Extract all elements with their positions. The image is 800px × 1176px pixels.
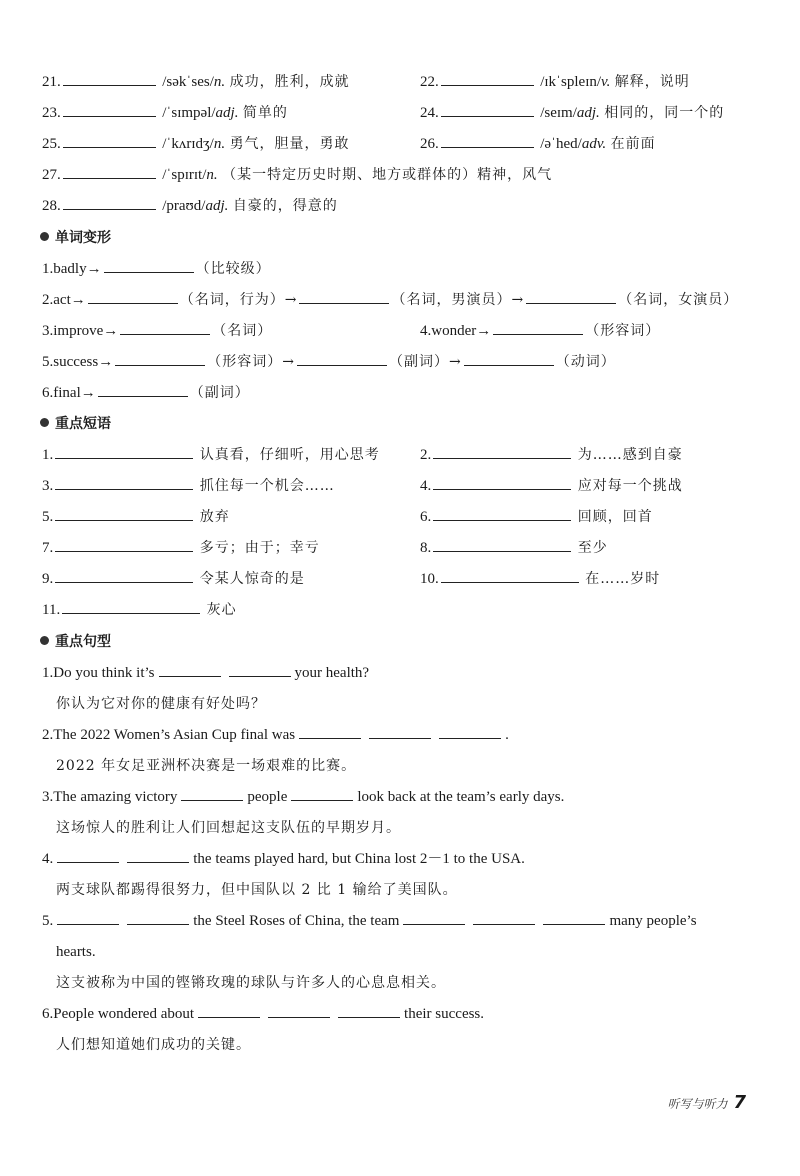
answer-blank[interactable] <box>63 146 156 148</box>
phrase-meaning: 应对每一个挑战 <box>577 478 683 494</box>
phrase-meaning: 放弃 <box>199 509 230 525</box>
answer-blank[interactable] <box>268 1016 330 1018</box>
bullet-icon <box>40 636 49 645</box>
answer-blank[interactable] <box>441 84 534 86</box>
vocab-number: 24. <box>420 105 439 121</box>
meaning: 成功，胜利，成就 <box>229 74 350 90</box>
answer-blank[interactable] <box>299 737 361 739</box>
phrase-item-10: 10. 在……岁时 <box>420 571 661 587</box>
answer-blank[interactable] <box>63 208 156 210</box>
answer-blank[interactable] <box>55 519 193 521</box>
vocab-number: 21. <box>42 74 61 90</box>
answer-blank[interactable] <box>299 302 389 304</box>
part-of-speech: v. <box>601 74 611 90</box>
phrase-meaning: 至少 <box>577 540 608 556</box>
sentence-1: 1.Do you think it’s your health? <box>42 665 370 681</box>
phonetic: /ˈsɪmpəl/ <box>162 105 216 121</box>
answer-blank[interactable] <box>159 675 221 677</box>
section-heading-phrases: 重点短语 <box>40 412 111 436</box>
part-of-speech: n. <box>206 167 218 183</box>
answer-blank[interactable] <box>229 675 291 677</box>
vocab-item-23 <box>42 101 288 125</box>
answer-blank[interactable] <box>441 115 534 117</box>
phrase-meaning: 回顾，回首 <box>577 509 653 525</box>
sentence-5-continued: hearts. <box>56 944 96 960</box>
sentence-1-translation: 你认为它对你的健康有好处吗？ <box>56 696 266 712</box>
answer-blank[interactable] <box>57 923 119 925</box>
part-of-speech: adj. <box>205 198 229 214</box>
vocab-item-22 <box>420 70 690 94</box>
answer-blank[interactable] <box>98 395 188 397</box>
sentence-5-translation: 这支被称为中国的铿锵玫瑰的球队与许多人的心息息相关。 <box>56 975 446 991</box>
answer-blank[interactable] <box>63 115 156 117</box>
vocab-item-25 <box>42 132 350 156</box>
sentence-4: 4. the teams played hard, but China lost 2－1 to the USA. <box>42 851 525 867</box>
answer-blank[interactable] <box>115 364 205 366</box>
phrase-meaning: 抓住每一个机会…… <box>199 478 335 494</box>
vocab-number: 25. <box>42 136 61 152</box>
answer-blank[interactable] <box>526 302 616 304</box>
answer-blank[interactable] <box>88 302 178 304</box>
word-form-prompt: 3.improve→ <box>42 323 119 339</box>
meaning: （某一特定历史时期、地方或群体的）精神，风气 <box>222 167 553 183</box>
part-of-speech: adj. <box>576 105 600 121</box>
vocab-number: 28. <box>42 198 61 214</box>
sentence-5: 5. the Steel Roses of China, the team many people’s <box>42 913 697 929</box>
answer-blank[interactable] <box>63 84 156 86</box>
word-form-hint: （名词，行为）→ <box>179 292 298 308</box>
answer-blank[interactable] <box>63 177 156 179</box>
phrase-item-11: 11. 灰心 <box>42 602 237 618</box>
answer-blank[interactable] <box>198 1016 260 1018</box>
answer-blank[interactable] <box>55 488 193 490</box>
sentence-3: 3.The amazing victory people look back at the team’s early days. <box>42 789 565 805</box>
answer-blank[interactable] <box>493 333 583 335</box>
answer-blank[interactable] <box>441 581 579 583</box>
sentence-4-translation: 两支球队都踢得很努力，但中国队以 2 比 1 输给了美国队。 <box>56 882 458 898</box>
phrase-item-2: 2. 为……感到自豪 <box>420 447 683 463</box>
word-form-prompt: 5.success→ <box>42 354 114 370</box>
answer-blank[interactable] <box>181 799 243 801</box>
meaning: 勇气，胆量，勇敢 <box>229 136 350 152</box>
phrase-item-5: 5. 放弃 <box>42 509 230 525</box>
answer-blank[interactable] <box>57 861 119 863</box>
answer-blank[interactable] <box>55 550 193 552</box>
answer-blank[interactable] <box>473 923 535 925</box>
phrase-meaning: 灰心 <box>206 602 237 618</box>
word-form-row-2 <box>42 288 738 312</box>
meaning: 相同的，同一个的 <box>604 105 725 121</box>
phrase-item-9: 9. 令某人惊奇的是 <box>42 571 305 587</box>
answer-blank[interactable] <box>403 923 465 925</box>
word-form-hint: （名词，女演员） <box>618 292 739 308</box>
phrase-meaning: 在……岁时 <box>585 571 661 587</box>
page-number: 7 <box>733 1092 746 1113</box>
vocab-number: 27. <box>42 167 61 183</box>
vocab-item-24 <box>420 101 724 125</box>
word-form-hint: （副词） <box>189 385 250 401</box>
part-of-speech: n. <box>213 136 226 152</box>
section-heading-sentences: 重点句型 <box>40 630 111 654</box>
word-form-hint: （名词） <box>212 323 273 339</box>
phonetic: /ˈkʌrɪdʒ/ <box>162 136 214 152</box>
bullet-icon <box>40 418 49 427</box>
answer-blank[interactable] <box>127 923 189 925</box>
part-of-speech: adj. <box>215 105 239 121</box>
page-footer <box>667 1092 746 1113</box>
vocab-item-27 <box>42 163 552 187</box>
answer-blank[interactable] <box>291 799 353 801</box>
answer-blank[interactable] <box>464 364 554 366</box>
phrase-item-1: 1. 认真看，仔细听，用心思考 <box>42 447 380 463</box>
phrase-meaning: 多亏；由于；幸亏 <box>199 540 320 556</box>
phrase-item-7: 7. 多亏；由于；幸亏 <box>42 540 320 556</box>
word-form-hint: （比较级） <box>195 261 271 277</box>
word-form-prompt: 4.wonder→ <box>420 323 492 339</box>
word-form-row-1 <box>42 257 271 281</box>
answer-blank[interactable] <box>433 519 571 521</box>
phonetic: /səkˈses/ <box>162 74 214 90</box>
phrase-meaning: 认真看，仔细听，用心思考 <box>199 447 380 463</box>
answer-blank[interactable] <box>441 146 534 148</box>
vocab-item-26 <box>420 132 656 156</box>
vocab-item-28 <box>42 194 338 218</box>
word-form-prompt: 6.final→ <box>42 385 96 401</box>
answer-blank[interactable] <box>439 737 501 739</box>
meaning: 简单的 <box>242 105 288 121</box>
phrase-item-3: 3. 抓住每一个机会…… <box>42 478 335 494</box>
section-heading-word-forms: 单词变形 <box>40 226 111 250</box>
word-form-row-3b <box>420 319 660 343</box>
answer-blank[interactable] <box>338 1016 400 1018</box>
meaning: 自豪的，得意的 <box>232 198 338 214</box>
sentence-6: 6.People wondered about their success. <box>42 1006 485 1022</box>
phrase-item-4: 4. 应对每一个挑战 <box>420 478 683 494</box>
word-form-row-3a <box>42 319 272 343</box>
word-form-hint: （形容词） <box>585 323 661 339</box>
answer-blank[interactable] <box>120 333 210 335</box>
answer-blank[interactable] <box>55 457 193 459</box>
answer-blank[interactable] <box>369 737 431 739</box>
vocab-item-21 <box>42 70 350 94</box>
phonetic: /praʊd/ <box>162 198 206 214</box>
answer-blank[interactable] <box>55 581 193 583</box>
phonetic: /ˈspɪrɪt/ <box>162 167 207 183</box>
phonetic: /ɪkˈspleɪn/ <box>540 74 602 90</box>
phrase-meaning: 令某人惊奇的是 <box>199 571 305 587</box>
vocab-number: 23. <box>42 105 61 121</box>
word-form-row-5 <box>42 381 250 405</box>
sentence-3-translation: 这场惊人的胜利让人们回想起这支队伍的早期岁月。 <box>56 820 401 836</box>
phrase-item-8: 8. 至少 <box>420 540 608 556</box>
footer-title: 听写与听力 <box>667 1097 728 1111</box>
sentence-2-translation: 2022 年女足亚洲杯决赛是一场艰难的比赛。 <box>56 758 357 774</box>
meaning: 在前面 <box>610 136 656 152</box>
meaning: 解释，说明 <box>614 74 690 90</box>
word-form-hint: （形容词）→ <box>207 354 295 370</box>
sentence-6-translation: 人们想知道她们成功的关键。 <box>56 1037 251 1053</box>
bullet-icon <box>40 232 49 241</box>
phonetic: /əˈhed/ <box>540 136 582 152</box>
word-form-prompt: 2.act→ <box>42 292 86 308</box>
word-form-row-4 <box>42 350 616 374</box>
answer-blank[interactable] <box>543 923 605 925</box>
vocab-number: 22. <box>420 74 439 90</box>
answer-blank[interactable] <box>127 861 189 863</box>
answer-blank[interactable] <box>433 457 571 459</box>
phrase-meaning: 为……感到自豪 <box>577 447 683 463</box>
answer-blank[interactable] <box>433 550 571 552</box>
word-form-hint: （副词）→ <box>388 354 462 370</box>
vocab-number: 26. <box>420 136 439 152</box>
phrase-item-6: 6. 回顾，回首 <box>420 509 653 525</box>
answer-blank[interactable] <box>104 271 194 273</box>
word-form-hint: （名词，男演员）→ <box>391 292 525 308</box>
part-of-speech: n. <box>213 74 226 90</box>
word-form-prompt: 1.badly→ <box>42 261 102 277</box>
answer-blank[interactable] <box>297 364 387 366</box>
sentence-2: 2.The 2022 Women’s Asian Cup final was . <box>42 727 509 743</box>
word-form-hint: （动词） <box>555 354 616 370</box>
part-of-speech: adv. <box>581 136 607 152</box>
answer-blank[interactable] <box>433 488 571 490</box>
answer-blank[interactable] <box>62 612 200 614</box>
phonetic: /seɪm/ <box>540 105 577 121</box>
